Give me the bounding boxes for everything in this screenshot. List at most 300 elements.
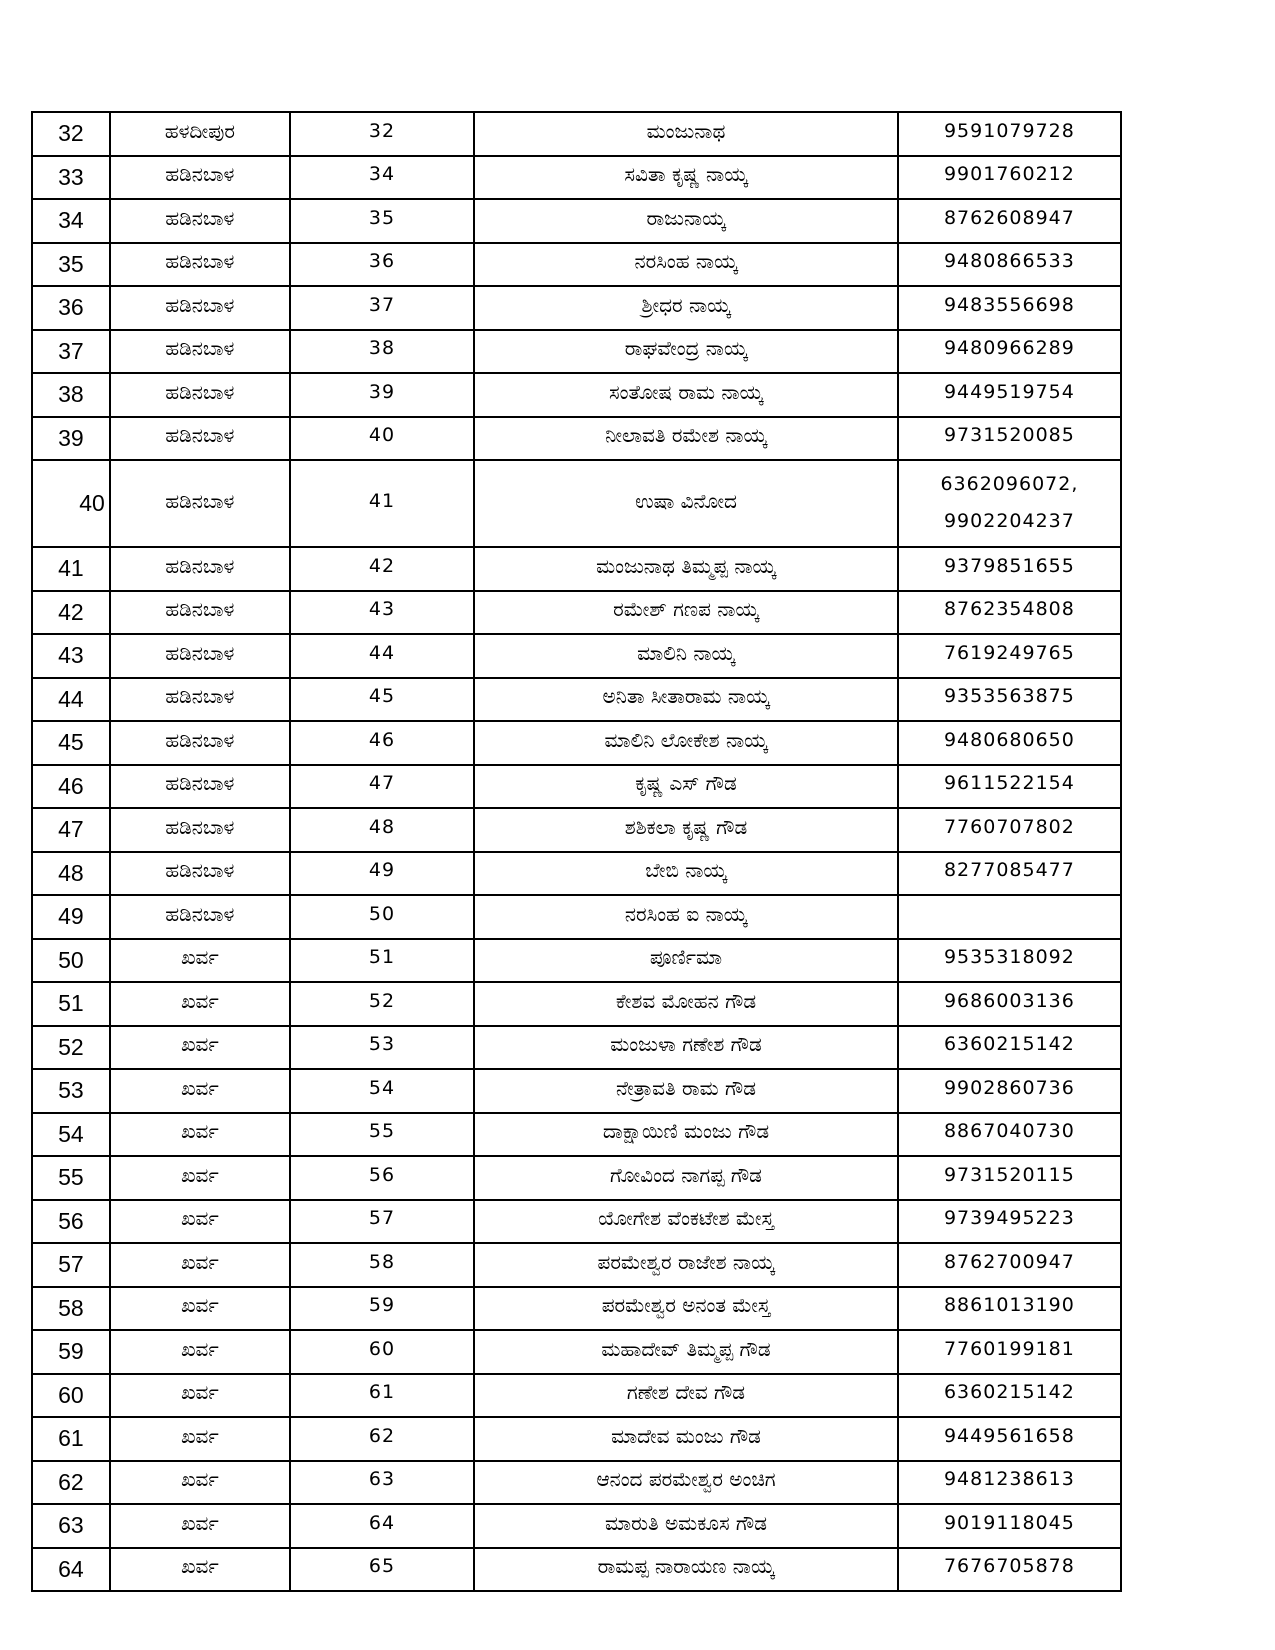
table-row: [32, 1417, 1121, 1461]
phone-text: 6360215142: [943, 1033, 1075, 1056]
village-text: ಖರ್ವ: [180, 1380, 219, 1405]
village-text: ಹಡಿನಬಾಳ: [165, 292, 235, 317]
house-number-text: 52: [368, 989, 396, 1012]
phone-cell: [898, 1374, 1121, 1418]
house-number-text: 32: [368, 119, 396, 142]
house-number-cell: [290, 373, 474, 417]
phone-cell: [898, 373, 1121, 417]
phone-text: 9481238613: [943, 1468, 1075, 1491]
house-number-text: 46: [368, 728, 396, 751]
serial-number-cell: [32, 1069, 110, 1113]
village-text: ಖರ್ವ: [180, 1336, 219, 1361]
village-cell: [110, 547, 290, 591]
name-cell: [474, 243, 898, 287]
village-text: ಹಡಿನಬಾಳ: [165, 553, 235, 578]
table-row: [32, 1287, 1121, 1331]
serial-number-text: 64: [58, 1555, 84, 1582]
serial-number-text: 61: [58, 1425, 84, 1452]
village-text: ಹಳದೀಪುರ: [164, 118, 235, 143]
village-cell: [110, 417, 290, 461]
name-text: ಮಹಾದೇವ್ ತಿಮ್ಮಪ್ಪ ಗೌಡ: [601, 1336, 771, 1361]
house-number-cell: [290, 1026, 474, 1070]
phone-cell: [898, 199, 1121, 243]
name-text: ರಾಘವೇಂದ್ರ ನಾಯ್ಕ: [624, 336, 748, 361]
house-number-text: 50: [368, 902, 396, 925]
table-row: [32, 1156, 1121, 1200]
house-number-text: 65: [368, 1555, 396, 1578]
phone-text: 7619249765: [943, 641, 1075, 664]
phone-cell: [898, 286, 1121, 330]
village-text: ಹಡಿನಬಾಳ: [165, 423, 235, 448]
house-number-cell: [290, 1417, 474, 1461]
serial-number-text: 42: [58, 598, 84, 625]
house-number-text: 59: [368, 1294, 396, 1317]
serial-number-cell: [32, 1504, 110, 1548]
village-cell: [110, 243, 290, 287]
house-number-cell: [290, 1200, 474, 1244]
table-row: [32, 460, 1121, 547]
table-row: [32, 156, 1121, 200]
house-number-text: 44: [368, 641, 396, 664]
phone-cell: [898, 591, 1121, 635]
serial-number-text: 52: [58, 1033, 84, 1060]
house-number-text: 53: [368, 1033, 396, 1056]
phone-cell: [898, 721, 1121, 765]
serial-number-cell: [32, 1461, 110, 1505]
phone-text: 8762354808: [943, 598, 1075, 621]
village-cell: [110, 286, 290, 330]
phone-text: 9731520115: [943, 1163, 1075, 1186]
village-cell: [110, 678, 290, 722]
village-cell: [110, 808, 290, 852]
name-text: ಉಷಾ ವಿನೋದ: [635, 488, 737, 513]
table-row: [32, 112, 1121, 156]
serial-number-cell: [32, 939, 110, 983]
phone-cell: [898, 1417, 1121, 1461]
name-cell: [474, 156, 898, 200]
house-number-text: 34: [368, 163, 396, 186]
name-cell: [474, 721, 898, 765]
serial-number-cell: [32, 765, 110, 809]
village-cell: [110, 1417, 290, 1461]
village-cell: [110, 765, 290, 809]
serial-number-text: 60: [58, 1381, 84, 1408]
phone-text: 9019118045: [943, 1511, 1075, 1534]
house-number-text: 55: [368, 1120, 396, 1143]
table-row: [32, 1548, 1121, 1592]
table-row: [32, 808, 1121, 852]
serial-number-text: 62: [58, 1468, 84, 1495]
table-row: [32, 1200, 1121, 1244]
name-text: ಪೂರ್ಣಿಮಾ: [649, 945, 723, 970]
serial-number-text: 38: [58, 381, 84, 408]
name-cell: [474, 112, 898, 156]
phone-cell: [898, 243, 1121, 287]
serial-number-cell: [32, 330, 110, 374]
house-number-cell: [290, 765, 474, 809]
name-text: ಗೋವಿಂದ ನಾಗಪ್ಪ ಗೌಡ: [610, 1162, 762, 1187]
table-body: [32, 112, 1121, 1591]
name-text: ರಾಮಪ್ಪ ನಾರಾಯಣ ನಾಯ್ಕ: [597, 1554, 775, 1579]
village-text: ಹಡಿನಬಾಳ: [165, 727, 235, 752]
serial-number-cell: [32, 199, 110, 243]
house-number-cell: [290, 156, 474, 200]
phone-cell: [898, 895, 1121, 939]
name-text: ನರಸಿಂಹ ಐ ನಾಯ್ಕ: [624, 901, 748, 926]
serial-number-text: 50: [58, 946, 84, 973]
name-cell: [474, 591, 898, 635]
table-row: [32, 895, 1121, 939]
name-text: ಆನಂದ ಪರಮೇಶ್ವರ ಅಂಚಿಗ: [596, 1467, 776, 1492]
house-number-text: 58: [368, 1250, 396, 1273]
house-number-cell: [290, 199, 474, 243]
phone-text: 9449561658: [943, 1424, 1075, 1447]
house-number-cell: [290, 721, 474, 765]
phone-cell: [898, 678, 1121, 722]
serial-number-text: 44: [58, 685, 84, 712]
table-row: [32, 1113, 1121, 1157]
table-row: [32, 721, 1121, 765]
table-row: [32, 243, 1121, 287]
name-cell: [474, 1200, 898, 1244]
name-cell: [474, 1156, 898, 1200]
serial-number-cell: [32, 286, 110, 330]
phone-text: 9480866533: [943, 250, 1075, 273]
village-cell: [110, 591, 290, 635]
serial-number-cell: [32, 721, 110, 765]
house-number-text: 51: [368, 946, 396, 969]
phone-text: 9591079728: [943, 119, 1075, 142]
house-number-cell: [290, 939, 474, 983]
house-number-text: 45: [368, 685, 396, 708]
name-cell: [474, 808, 898, 852]
house-number-cell: [290, 808, 474, 852]
village-cell: [110, 1374, 290, 1418]
house-number-text: 36: [368, 250, 396, 273]
village-text: ಖರ್ವ: [180, 988, 219, 1013]
serial-number-cell: [32, 373, 110, 417]
name-cell: [474, 1374, 898, 1418]
village-text: ಖರ್ವ: [180, 1510, 219, 1535]
house-number-cell: [290, 1330, 474, 1374]
name-text: ಮಂಜುಳಾ ಗಣೇಶ ಗೌಡ: [610, 1032, 762, 1057]
house-number-cell: [290, 982, 474, 1026]
phone-text: 9353563875: [943, 685, 1075, 708]
phone-text: 9901760212: [943, 163, 1075, 186]
house-number-text: 43: [368, 598, 396, 621]
village-text: ಹಡಿನಬಾಳ: [165, 162, 235, 187]
serial-number-cell: [32, 591, 110, 635]
house-number-text: 63: [368, 1468, 396, 1491]
serial-number-text: 40: [79, 490, 105, 516]
house-number-cell: [290, 1243, 474, 1287]
house-number-text: 40: [368, 424, 396, 447]
serial-number-cell: [32, 243, 110, 287]
house-number-text: 39: [368, 380, 396, 403]
serial-number-cell: [32, 634, 110, 678]
village-cell: [110, 1243, 290, 1287]
phone-text: 7760199181: [943, 1337, 1075, 1360]
phone-cell: [898, 939, 1121, 983]
village-text: ಹಡಿನಬಾಳ: [165, 488, 235, 513]
village-cell: [110, 460, 290, 547]
house-number-cell: [290, 634, 474, 678]
table-row: [32, 330, 1121, 374]
village-cell: [110, 852, 290, 896]
table-row: [32, 286, 1121, 330]
village-cell: [110, 895, 290, 939]
phone-text-secondary: 9902204237: [943, 509, 1075, 532]
table-row: [32, 982, 1121, 1026]
serial-number-text: 58: [58, 1294, 84, 1321]
table-row: [32, 939, 1121, 983]
village-text: ಹಡಿನಬಾಳ: [165, 771, 235, 796]
phone-cell: [898, 417, 1121, 461]
name-cell: [474, 634, 898, 678]
phone-text: 7676705878: [943, 1555, 1075, 1578]
phone-text: 9611522154: [943, 772, 1075, 795]
phone-cell: [898, 852, 1121, 896]
village-cell: [110, 982, 290, 1026]
house-number-cell: [290, 1069, 474, 1113]
village-text: ಖರ್ವ: [180, 1423, 219, 1448]
phone-text: 9739495223: [943, 1207, 1075, 1230]
house-number-text: 60: [368, 1337, 396, 1360]
village-cell: [110, 1287, 290, 1331]
serial-number-cell: [32, 1548, 110, 1592]
village-text: ಖರ್ವ: [180, 1032, 219, 1057]
table-row: [32, 591, 1121, 635]
serial-number-cell: [32, 895, 110, 939]
house-number-text: 49: [368, 859, 396, 882]
serial-number-cell: [32, 808, 110, 852]
phone-text: 8762700947: [943, 1250, 1075, 1273]
house-number-cell: [290, 243, 474, 287]
name-text: ಮಾಲಿನಿ ನಾಯ್ಕ: [637, 640, 735, 665]
name-text: ಬೇಬಿ ನಾಯ್ಕ: [645, 858, 727, 883]
phone-cell: [898, 1200, 1121, 1244]
phone-cell: [898, 982, 1121, 1026]
name-cell: [474, 1243, 898, 1287]
house-number-text: 57: [368, 1207, 396, 1230]
name-text: ಕೇಶವ ಮೋಹನ ಗೌಡ: [615, 988, 757, 1013]
house-number-text: 47: [368, 772, 396, 795]
table-row: [32, 1461, 1121, 1505]
phone-text: 6362096072,: [940, 472, 1079, 495]
serial-number-text: 36: [58, 294, 84, 321]
name-cell: [474, 460, 898, 547]
table-row: [32, 417, 1121, 461]
house-number-text: 35: [368, 206, 396, 229]
serial-number-cell: [32, 1026, 110, 1070]
name-cell: [474, 286, 898, 330]
table-row: [32, 199, 1121, 243]
serial-number-text: 33: [58, 163, 84, 190]
name-text: ದಾಕ್ಷಾಯಿಣಿ ಮಂಜು ಗೌಡ: [602, 1119, 770, 1144]
phone-cell: [898, 634, 1121, 678]
village-text: ಖರ್ವ: [180, 1162, 219, 1187]
table-row: [32, 1069, 1121, 1113]
table-row: [32, 765, 1121, 809]
phone-cell: [898, 1156, 1121, 1200]
table-row: [32, 1374, 1121, 1418]
house-number-cell: [290, 112, 474, 156]
name-text: ಯೋಗೇಶ ವೆಂಕಟೇಶ ಮೇಸ್ತ: [598, 1206, 774, 1231]
village-cell: [110, 330, 290, 374]
serial-number-text: 54: [58, 1120, 84, 1147]
phone-cell: [898, 112, 1121, 156]
house-number-cell: [290, 286, 474, 330]
phone-text: 6360215142: [943, 1381, 1075, 1404]
name-cell: [474, 1287, 898, 1331]
village-text: ಹಡಿನಬಾಳ: [165, 597, 235, 622]
name-cell: [474, 1069, 898, 1113]
village-text: ಖರ್ವ: [180, 1119, 219, 1144]
village-text: ಹಡಿನಬಾಳ: [165, 249, 235, 274]
table-row: [32, 373, 1121, 417]
village-text: ಹಡಿನಬಾಳ: [165, 379, 235, 404]
serial-number-cell: [32, 852, 110, 896]
name-cell: [474, 417, 898, 461]
house-number-cell: [290, 1548, 474, 1592]
serial-number-text: 46: [58, 772, 84, 799]
phone-text: 9379851655: [943, 554, 1075, 577]
serial-number-cell: [32, 112, 110, 156]
house-number-text: 62: [368, 1424, 396, 1447]
data-table: [31, 111, 1122, 1592]
serial-number-text: 49: [58, 903, 84, 930]
phone-cell: [898, 1113, 1121, 1157]
name-text: ನೇತ್ರಾವತಿ ರಾಮ ಗೌಡ: [615, 1075, 756, 1100]
village-cell: [110, 1069, 290, 1113]
house-number-text: 38: [368, 337, 396, 360]
house-number-text: 64: [368, 1511, 396, 1534]
serial-number-text: 55: [58, 1164, 84, 1191]
name-text: ಸಂತೋಷ ರಾಮ ನಾಯ್ಕ: [609, 379, 763, 404]
phone-cell: [898, 808, 1121, 852]
name-text: ಅನಿತಾ ಸೀತಾರಾಮ ನಾಯ್ಕ: [602, 684, 770, 709]
name-text: ನೀಲಾವತಿ ರಮೇಶ ನಾಯ್ಕ: [605, 423, 767, 448]
serial-number-cell: [32, 982, 110, 1026]
village-cell: [110, 634, 290, 678]
serial-number-cell: [32, 1287, 110, 1331]
phone-text: 9902860736: [943, 1076, 1075, 1099]
name-text: ಶಶಿಕಲಾ ಕೃಷ್ಣ ಗೌಡ: [624, 814, 748, 839]
village-cell: [110, 199, 290, 243]
house-number-cell: [290, 591, 474, 635]
house-number-cell: [290, 417, 474, 461]
name-text: ಕೃಷ್ಣ ಎಸ್ ಗೌಡ: [635, 771, 737, 796]
house-number-text: 61: [368, 1381, 396, 1404]
serial-number-cell: [32, 547, 110, 591]
village-cell: [110, 1548, 290, 1592]
village-cell: [110, 1156, 290, 1200]
serial-number-text: 47: [58, 816, 84, 843]
name-cell: [474, 373, 898, 417]
house-number-text: 41: [368, 489, 396, 512]
phone-text: 8867040730: [943, 1120, 1075, 1143]
serial-number-cell: [32, 1330, 110, 1374]
phone-text: 8762608947: [943, 206, 1075, 229]
village-text: ಹಡಿನಬಾಳ: [165, 205, 235, 230]
phone-cell: [898, 1461, 1121, 1505]
serial-number-text: 63: [58, 1512, 84, 1539]
phone-text: 8861013190: [943, 1294, 1075, 1317]
name-cell: [474, 1417, 898, 1461]
phone-cell: [898, 1026, 1121, 1070]
house-number-cell: [290, 1113, 474, 1157]
village-cell: [110, 112, 290, 156]
house-number-cell: [290, 1504, 474, 1548]
phone-cell: [898, 156, 1121, 200]
phone-text: 9535318092: [943, 946, 1075, 969]
village-text: ಖರ್ವ: [180, 1206, 219, 1231]
village-cell: [110, 721, 290, 765]
name-text: ಪರಮೇಶ್ವರ ರಾಜೇಶ ನಾಯ್ಕ: [597, 1249, 775, 1274]
name-cell: [474, 765, 898, 809]
house-number-text: 48: [368, 815, 396, 838]
phone-text: 9449519754: [943, 380, 1075, 403]
village-cell: [110, 1113, 290, 1157]
phone-cell: [898, 1069, 1121, 1113]
serial-number-cell: [32, 417, 110, 461]
name-text: ಮಾರುತಿ ಅಮಕೂಸ ಗೌಡ: [605, 1510, 767, 1535]
beneficiary-list: [31, 111, 1122, 1592]
house-number-cell: [290, 678, 474, 722]
village-cell: [110, 1200, 290, 1244]
name-cell: [474, 895, 898, 939]
phone-text: 8277085477: [943, 859, 1075, 882]
village-text: ಖರ್ವ: [180, 1554, 219, 1579]
village-text: ಹಡಿನಬಾಳ: [165, 640, 235, 665]
house-number-cell: [290, 460, 474, 547]
village-text: ಖರ್ವ: [180, 945, 219, 970]
name-text: ರಾಜುನಾಯ್ಕ: [646, 205, 726, 230]
house-number-cell: [290, 895, 474, 939]
name-text: ಶ್ರೀಧರ ನಾಯ್ಕ: [641, 292, 731, 317]
name-cell: [474, 1113, 898, 1157]
name-cell: [474, 1461, 898, 1505]
name-cell: [474, 939, 898, 983]
phone-text: 9686003136: [943, 989, 1075, 1012]
phone-text: 9480680650: [943, 728, 1075, 751]
serial-number-text: 45: [58, 729, 84, 756]
serial-number-text: 56: [58, 1207, 84, 1234]
name-cell: [474, 982, 898, 1026]
house-number-cell: [290, 852, 474, 896]
name-text: ರಮೇಶ್ ಗಣಪ ನಾಯ್ಕ: [613, 597, 759, 622]
village-text: ಖರ್ವ: [180, 1467, 219, 1492]
village-cell: [110, 1330, 290, 1374]
name-cell: [474, 1330, 898, 1374]
phone-cell: [898, 1330, 1121, 1374]
name-cell: [474, 547, 898, 591]
name-cell: [474, 1548, 898, 1592]
serial-number-text: 37: [58, 337, 84, 364]
name-text: ಸವಿತಾ ಕೃಷ್ಣ ನಾಯ್ಕ: [624, 162, 748, 187]
serial-number-text: 35: [58, 250, 84, 277]
house-number-cell: [290, 1156, 474, 1200]
name-cell: [474, 1026, 898, 1070]
serial-number-text: 53: [58, 1077, 84, 1104]
house-number-text: 37: [368, 293, 396, 316]
village-cell: [110, 1461, 290, 1505]
village-cell: [110, 156, 290, 200]
table-row: [32, 852, 1121, 896]
village-cell: [110, 939, 290, 983]
table-row: [32, 678, 1121, 722]
phone-cell: [898, 1287, 1121, 1331]
